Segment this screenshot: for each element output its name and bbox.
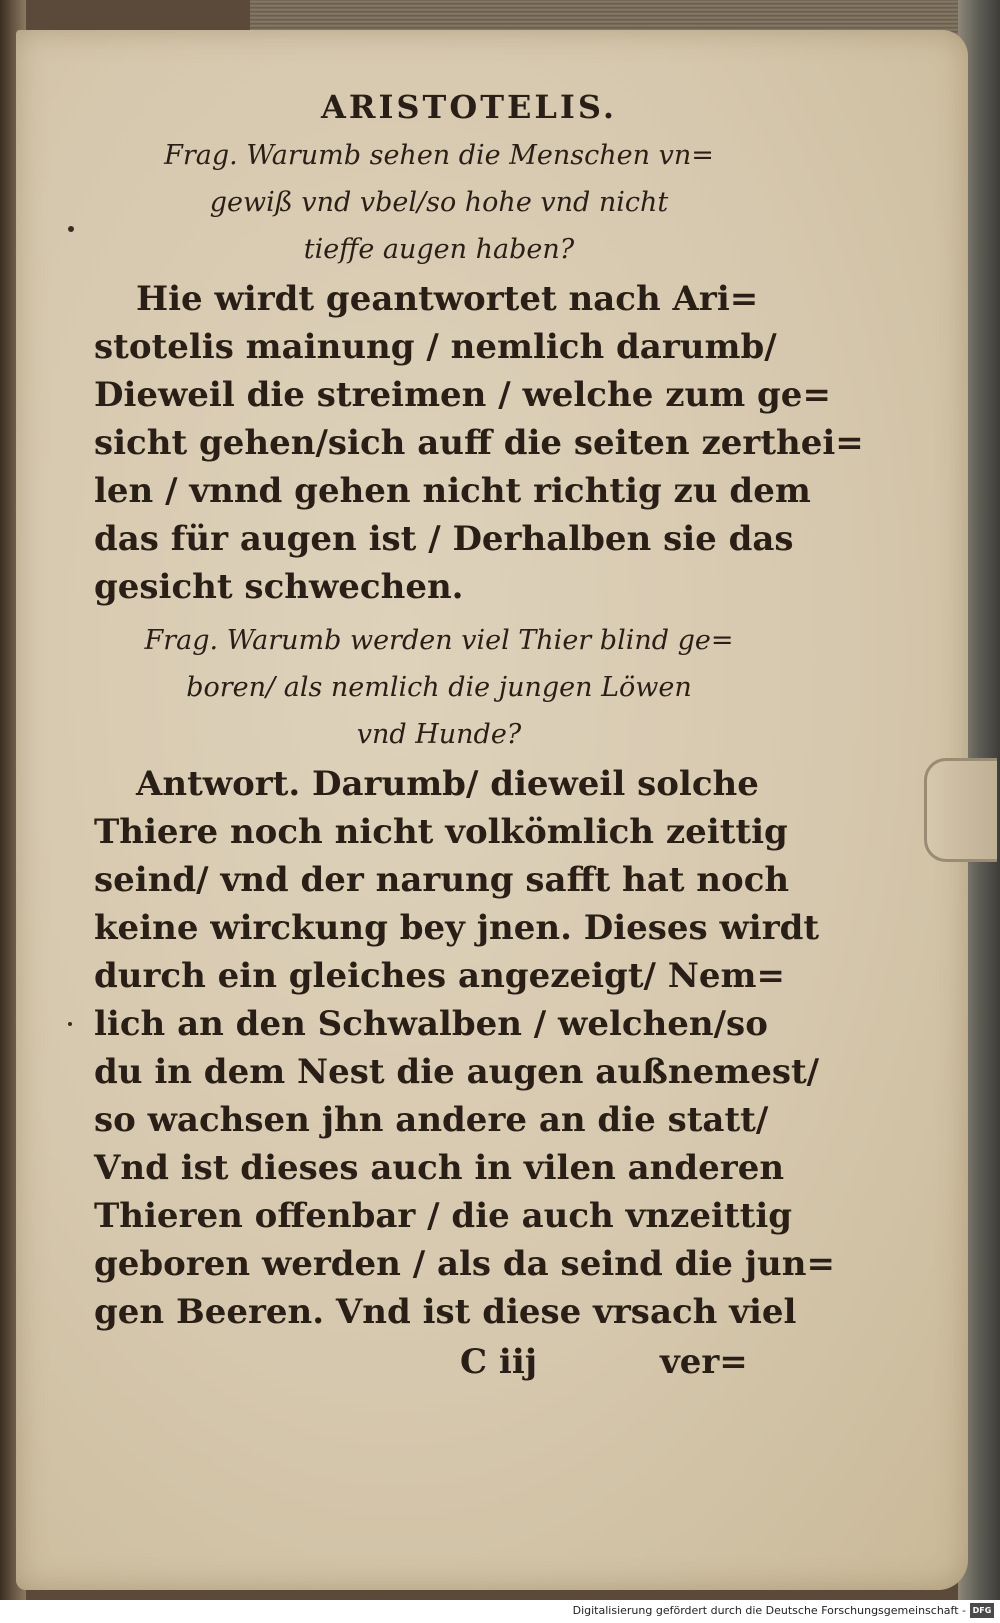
answer-1-line: len / vnnd gehen nicht richtig zu dem [94,471,811,511]
answer-2-line: Thiere noch nicht volkömlich zeittig [94,812,788,852]
question-2 [94,617,784,758]
question-2-line: boren/ als nemlich die jungen Löwen [186,672,692,703]
funding-credit: Digitalisierung gefördert durch die Deutsche Forschungsgemeinschaft - [572,1604,966,1617]
digitization-footer [0,1600,1000,1623]
question-2-line: Frag. Warumb werden viel Thier blind ge= [144,625,734,656]
answer-2-line: Vnd ist dieses auch in vilen anderen [94,1148,785,1188]
question-1-line: Frag. Warumb sehen die Menschen vn= [164,140,714,171]
page-text [94,88,864,1390]
question-1-line: gewiß vnd vbel/so hohe vnd nicht [209,187,669,218]
running-head: ARISTOTELIS. [321,88,617,126]
answer-1-line: gesicht schwechen. [94,567,464,607]
catchword: ver= [660,1342,748,1382]
answer-2-line: Thieren offenbar / die auch vnzeittig [94,1196,793,1236]
question-1 [94,132,784,273]
answer-1-line: stotelis mainung / nemlich darumb/ [94,327,777,367]
ink-dot [68,1022,72,1026]
answer-1-line: Dieweil die streimen / welche zum ge= [94,375,831,415]
question-2-line: vnd Hunde? [356,719,522,750]
answer-2-line: Antwort. Darumb/ dieweil solche [136,764,759,804]
question-1-line: tieffe augen haben? [303,234,575,265]
answer-2-line: lich an den Schwalben / welchen/so [94,1004,768,1044]
answer-2-line: seind/ vnd der narung safft hat noch [94,860,790,900]
answer-2-line: du in dem Nest die augen außnemest/ [94,1052,820,1092]
answer-2-line: keine wirckung bey jnen. Dieses wirdt [94,908,820,948]
answer-1-line: sicht gehen/sich auff die seiten zerthei= [94,423,864,463]
answer-1-line: das für augen ist / Derhalben sie das [94,519,794,559]
answer-2-line: so wachsen jhn andere an die statt/ [94,1100,769,1140]
answer-1-line: Hie wirdt geantwortet nach Ari= [136,279,759,319]
answer-2 [94,760,835,1336]
ink-dot [68,226,74,232]
answer-1 [94,275,864,611]
signature-mark: C iij [460,1342,538,1382]
signature-line [94,1342,784,1390]
book-page [16,30,968,1590]
answer-2-line: durch ein gleiches angezeigt/ Nem= [94,956,785,996]
answer-2-line: gen Beeren. Vnd ist diese vrsach viel [94,1292,797,1332]
answer-2-line: geboren werden / als da seind die jun= [94,1244,835,1284]
clasp-loop [924,758,997,862]
dfg-logo: DFG [970,1603,994,1618]
